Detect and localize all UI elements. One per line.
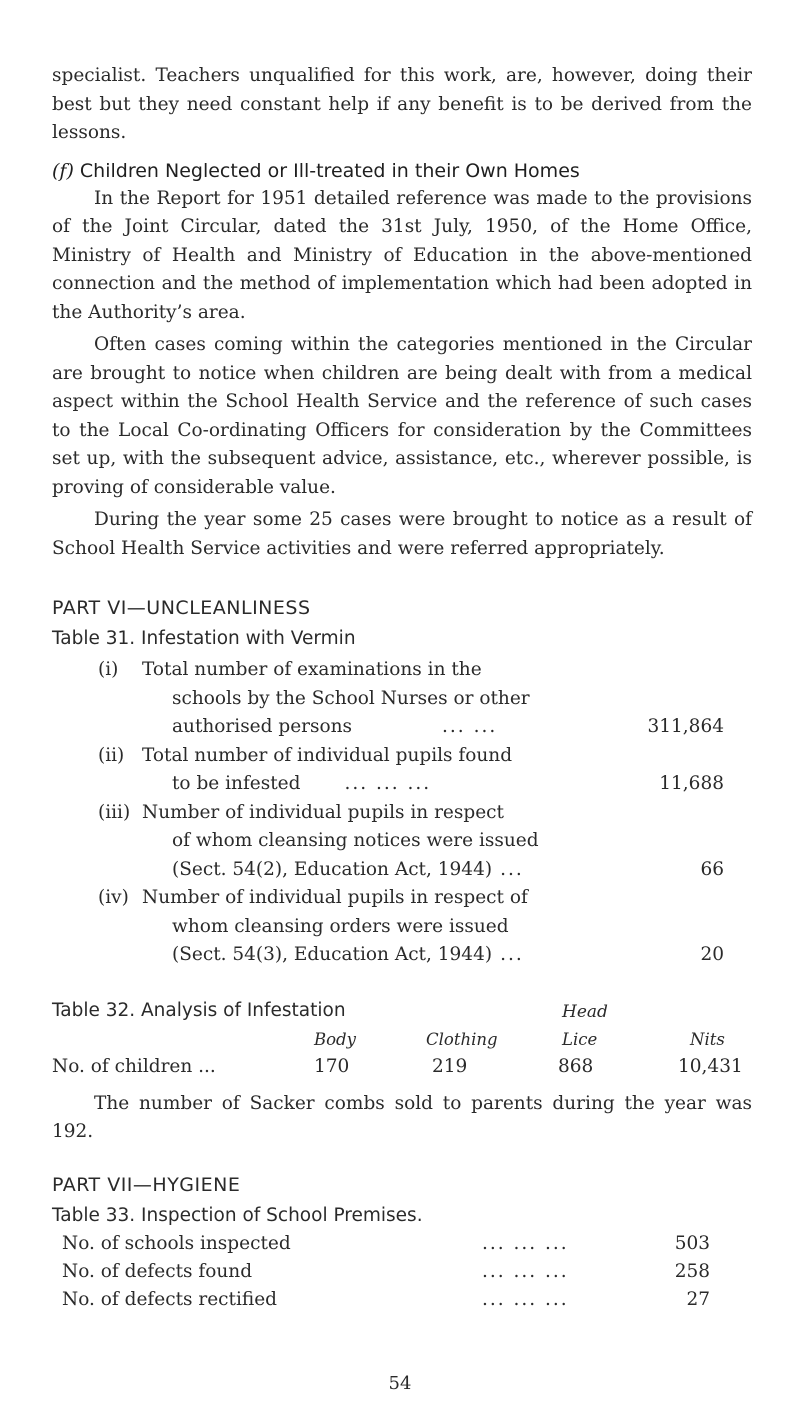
table-cell: 219: [432, 1055, 468, 1077]
table-32: [52, 1000, 752, 1086]
table-32-columns: [52, 1030, 752, 1056]
item-number: (i): [98, 659, 119, 680]
item-text: authorised persons: [172, 716, 353, 737]
item-text: whom cleansing orders were issued: [172, 915, 509, 937]
table-32-head-label: Head: [562, 1001, 608, 1022]
sacker-combs-paragraph: The number of Sacker combs sold to parents during the year was 192.: [52, 1092, 752, 1142]
part-6-heading: PART VI—UNCLEANLINESS: [52, 597, 311, 619]
leader-dots: ...: [500, 858, 524, 880]
table-33-title: Table 33. Inspection of School Premises.: [52, 1204, 423, 1226]
leader-dots: ... ... ...: [482, 1260, 569, 1282]
item-text: Total number of examinations in the: [142, 659, 482, 680]
row-label: No. of children ...: [52, 1055, 216, 1077]
column-header: Nits: [690, 1029, 725, 1049]
row-label: No. of schools inspected: [62, 1232, 291, 1254]
item-value: 20: [700, 944, 724, 965]
item-text: to be infested: [172, 773, 301, 794]
row-label: No. of defects rectified: [62, 1288, 278, 1310]
item-value: 311,864: [647, 716, 724, 737]
section-f-paragraph-2: Often cases coming within the categories mentioned in the Circular are brought to notice when children are being dealt with from a medical aspect within the School Health Service and the reference of such cases to the Local Co-ordinating Officers for consideration by the Committees set up, with the subsequent advice, assistance, etc., wherever possible, is proving of considerable value.: [52, 334, 752, 498]
item-number: (iv): [98, 887, 129, 908]
section-f-paragraph-1: In the Report for 1951 detailed reference was made to the provisions of the Joint Circular, dated the 31st July, 1950, of the Home Office, Ministry of Health and Ministry of Education in the above-mentioned connection and the method of implementation which had been adopted in the Authority’s area.: [52, 187, 752, 323]
item-value: 66: [700, 858, 724, 880]
table-31-list: [98, 656, 742, 970]
item-number: (iii): [98, 801, 131, 823]
column-header: Body: [314, 1029, 356, 1049]
section-f-title: Children Neglected or Ill-treated in their Own Homes: [79, 159, 580, 182]
table-cell: 10,431: [678, 1055, 743, 1077]
row-value: 258: [674, 1260, 710, 1282]
table-cell: 170: [314, 1055, 350, 1077]
item-text: (Sect. 54(3), Education Act, 1944): [172, 944, 493, 965]
table-31-item: [98, 742, 742, 799]
item-text: (Sect. 54(2), Education Act, 1944): [172, 858, 493, 880]
table-33-row: [62, 1258, 752, 1286]
item-text: schools by the School Nurses or other: [172, 687, 530, 709]
item-text: of whom cleansing notices were issued: [172, 830, 539, 851]
page-number: 54: [388, 1373, 412, 1394]
table-33-list: [62, 1230, 752, 1314]
row-label: No. of defects found: [62, 1260, 253, 1282]
row-value: 503: [674, 1232, 710, 1254]
document-page: [52, 62, 752, 1314]
table-cell: 868: [558, 1055, 594, 1077]
section-f-paragraph-3: During the year some 25 cases were brought to notice as a result of School Health Service activities and were referred appropriately.: [52, 509, 752, 559]
table-32-title: Table 32. Analysis of Infestation: [52, 999, 346, 1021]
leader-dots: ... ...: [442, 716, 498, 737]
leader-dots: ...: [500, 944, 524, 965]
table-31-title: Table 31. Infestation with Vermin: [52, 628, 356, 649]
intro-paragraph: specialist. Teachers unqualified for this work, are, however, doing their best but they need constant help if any benefit is to be derived from the lessons.: [52, 65, 752, 143]
item-value: 11,688: [659, 773, 724, 794]
section-f-heading: [52, 157, 752, 185]
table-33-row: [62, 1230, 752, 1258]
item-text: Number of individual pupils in respect: [142, 801, 504, 823]
table-31-item: [98, 656, 742, 742]
table-33-row: [62, 1286, 752, 1314]
section-f-letter: (f): [52, 159, 74, 182]
leader-dots: ... ... ...: [344, 773, 432, 794]
item-number: (ii): [98, 744, 125, 766]
leader-dots: ... ... ...: [482, 1232, 569, 1254]
table-31-item: [98, 799, 742, 885]
part-7-heading: PART VII—HYGIENE: [52, 1173, 241, 1196]
table-31-item: [98, 884, 742, 970]
leader-dots: ... ... ...: [482, 1288, 569, 1310]
column-header: Clothing: [426, 1029, 498, 1049]
table-32-row: [52, 1056, 752, 1086]
row-value: 27: [686, 1288, 710, 1310]
item-text: Number of individual pupils in respect of: [142, 887, 528, 908]
column-header: Lice: [562, 1029, 598, 1049]
item-text: Total number of individual pupils found: [142, 744, 513, 766]
